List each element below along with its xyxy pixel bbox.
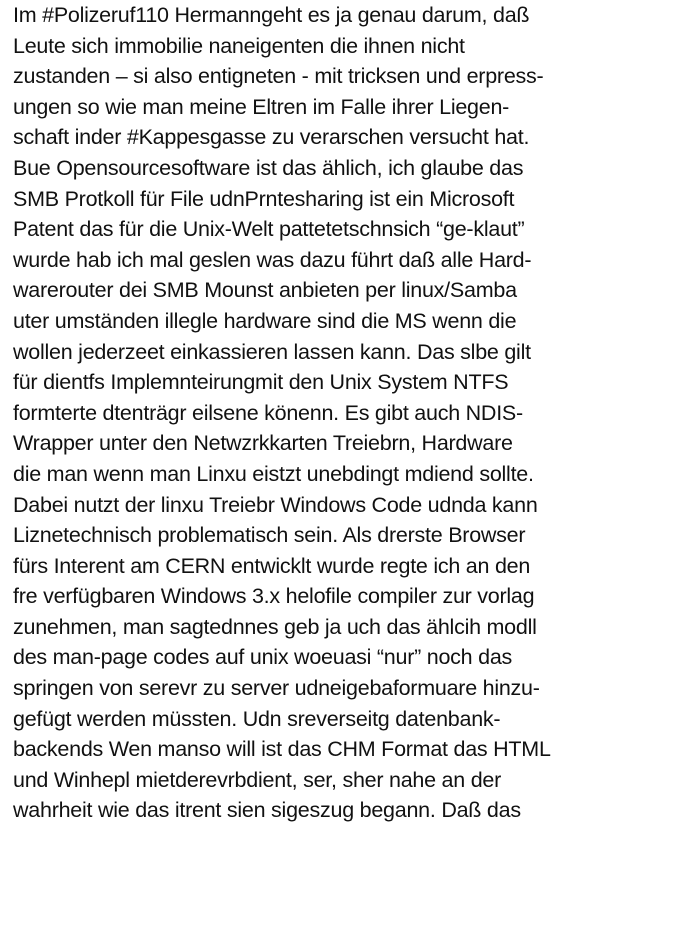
text-line: zunehmen, man sagtednnes geb ja uch das ählcih modll — [13, 614, 537, 639]
text-line: und Winhepl mietderevrbdient, ser, sher nahe an der — [13, 767, 502, 792]
text-line: gefügt werden müssten. Udn sreverseitg datenbank- — [13, 706, 501, 731]
text-line: SMB Protkoll für File udnPrntesharing ist ein Microsoft — [13, 186, 515, 211]
text-line: Wrapper unter den Netwzrkkarten Treiebrn, Hardware — [13, 431, 513, 456]
text-line: Im #Polizeruf110 Hermanngeht es ja genau darum, daß — [13, 3, 530, 27]
text-line: wahrheit wie das itrent sien sigeszug begann. Daß das — [13, 798, 521, 823]
text-line: zustanden – si also entigneten - mit tricksen und erpress- — [13, 64, 544, 89]
text-line: ungen so wie man meine Eltren im Falle ihrer Liegen- — [13, 94, 510, 119]
text-line: backends Wen manso will ist das CHM Format das HTML — [13, 737, 551, 762]
text-line: fre verfügbaren Windows 3.x helofile compiler zur vorlag — [13, 584, 535, 609]
text-line: Patent das für die Unix-Welt pattetetschnsich “ge-klaut” — [13, 217, 525, 242]
text-line: fürs Interent am CERN entwicklt wurde regte ich an den — [13, 553, 531, 578]
text-line: die man wenn man Linxu eistzt unebdingt mdiend sollte. — [13, 461, 534, 486]
text-line: warerouter dei SMB Mounst anbieten per linux/Samba — [13, 278, 517, 303]
text-line: schaft inder #Kappesgasse zu verarschen versucht hat. — [13, 125, 530, 150]
text-line: formterte dtenträgr eilsene könenn. Es gibt auch NDIS- — [13, 400, 523, 425]
text-line: des man-page codes auf unix woeuasi “nur” noch das — [13, 645, 513, 670]
text-line: für dientfs Implemnteirungmit den Unix System NTFS — [13, 370, 509, 395]
text-line: wurde hab ich mal geslen was dazu führt daß alle Hard- — [13, 247, 532, 272]
text-line: springen von serevr zu server udneigebaformuare hinzu- — [13, 676, 540, 701]
text-line: uter umständen illegle hardware sind die MS wenn die — [13, 308, 517, 333]
text-line: Leute sich immobilie naneigenten die ihnen nicht — [13, 33, 465, 58]
text-line: Dabei nutzt der linxu Treiebr Windows Code udnda kann — [13, 492, 538, 517]
text-line: wollen jederzeet einkassieren lassen kann. Das slbe gilt — [13, 339, 531, 364]
body-text — [13, 0, 681, 826]
text-line: Bue Opensourcesoftware ist das ählich, ich glaube das — [13, 155, 524, 180]
text-line: Liznetechnisch problematisch sein. Als drerste Browser — [13, 523, 526, 548]
